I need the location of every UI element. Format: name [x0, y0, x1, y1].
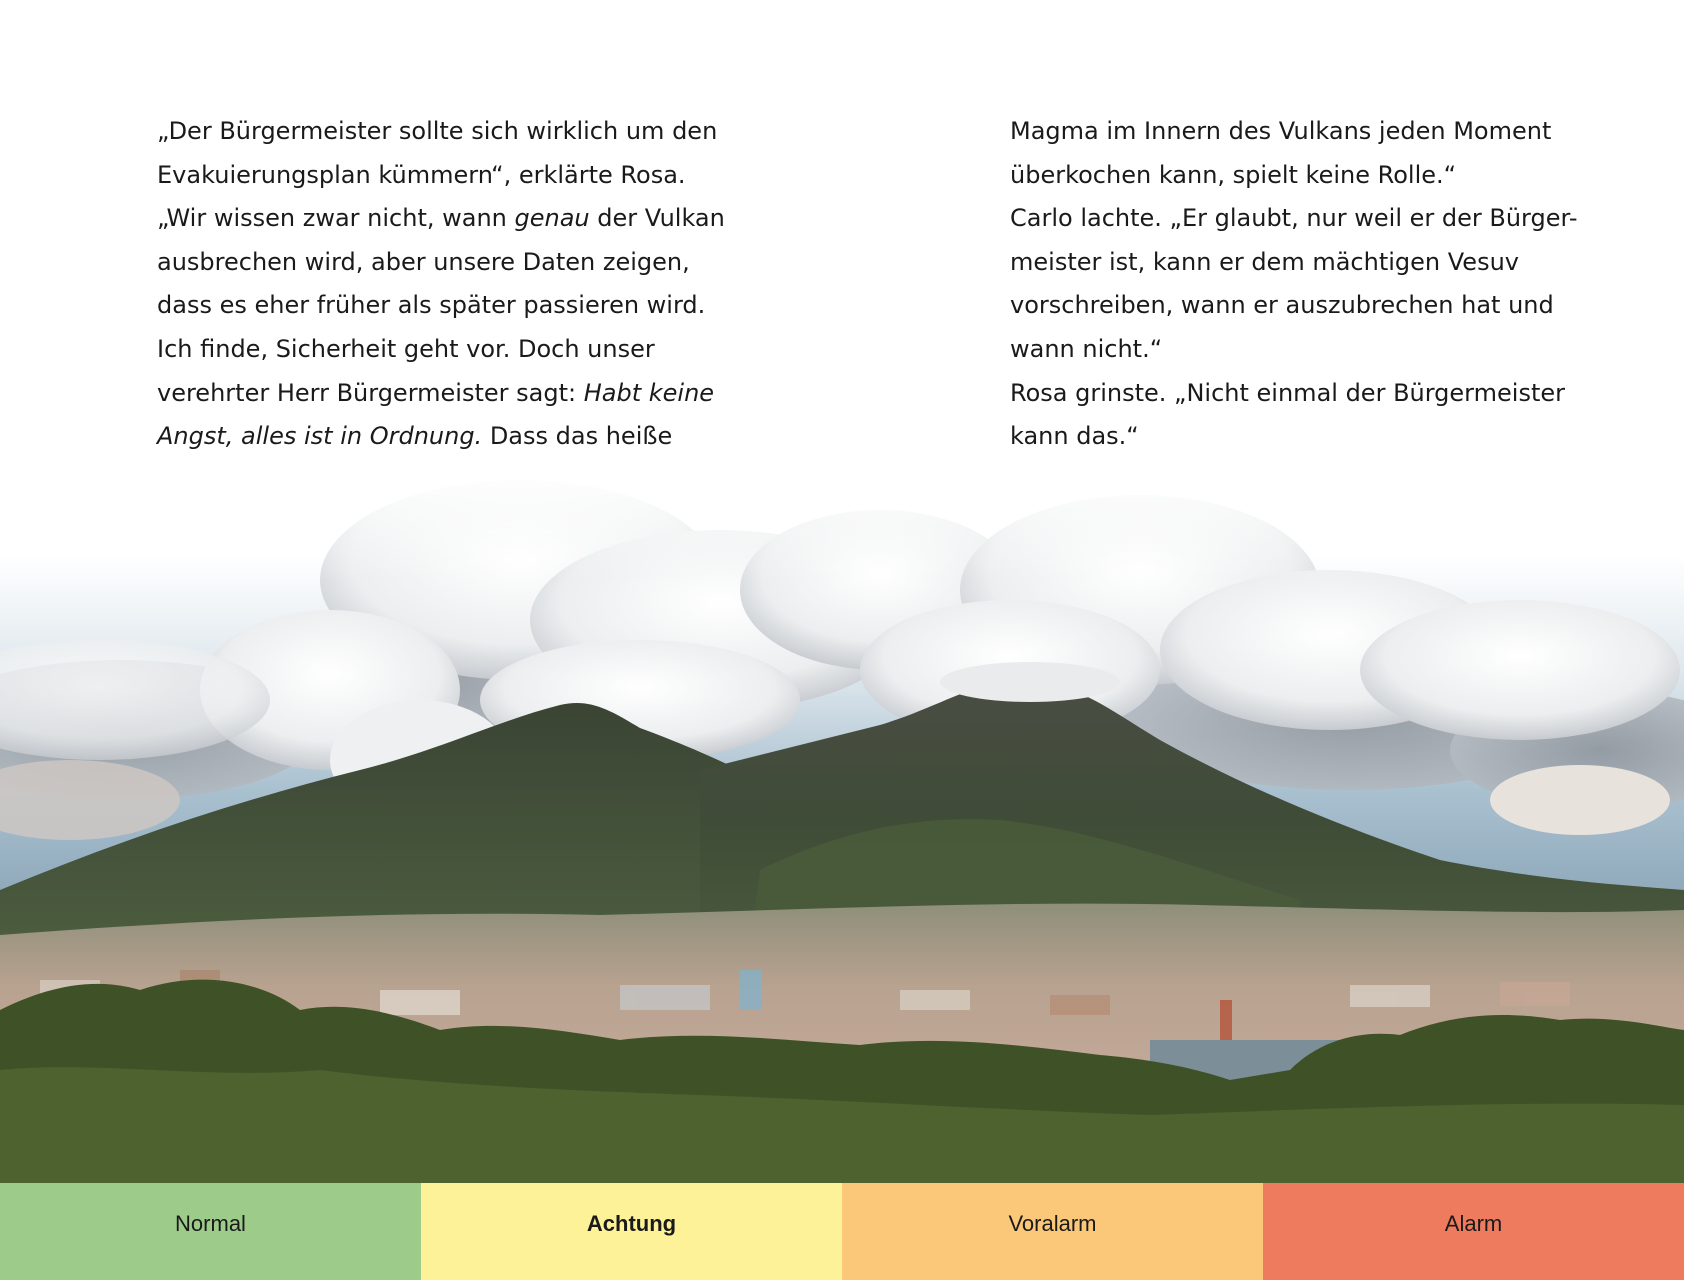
text-run: Dass das heiße	[482, 422, 673, 451]
italic-emphasis: Angst, alles ist in Ordnung.	[157, 422, 483, 451]
right-line: Rosa grinste. „Nicht einmal der Bürgermeister	[1010, 378, 1565, 407]
left-text-column	[157, 110, 725, 459]
right-line: überkochen kann, spielt keine Rolle.“	[1010, 160, 1457, 189]
alert-level-legend	[0, 1183, 1684, 1280]
italic-emphasis: Habt keine	[583, 378, 715, 407]
sky-fade	[0, 470, 1684, 580]
alert-level-alarm	[1263, 1183, 1684, 1280]
left-line: dass es eher früher als später passieren wird.	[157, 291, 706, 320]
left-line: Evakuierungsplan kümmern“, erklärte Rosa.	[157, 160, 686, 189]
left-line	[157, 197, 725, 241]
right-line: meister ist, kann er dem mächtigen Vesuv	[1010, 247, 1519, 276]
right-line: Carlo lachte. „Er glaubt, nur weil er der Bürger-	[1010, 204, 1578, 233]
left-line: ausbrechen wird, aber unsere Daten zeigen,	[157, 247, 690, 276]
text-run: der Vulkan	[589, 204, 725, 233]
left-line	[157, 415, 725, 459]
left-line: Ich finde, Sicherheit geht vor. Doch unser	[157, 334, 655, 363]
italic-emphasis: genau	[514, 204, 590, 233]
summit-cloud	[940, 662, 1120, 702]
text-run: verehrter Herr Bürgermeister sagt:	[157, 378, 584, 407]
alert-level-label: Alarm	[1444, 1211, 1503, 1236]
text-run: „Wir wissen zwar nicht, wann	[157, 204, 515, 233]
alert-level-voralarm	[842, 1183, 1263, 1280]
right-line: wann nicht.“	[1010, 334, 1163, 363]
right-text-column	[1010, 110, 1578, 459]
alert-level-label: Voralarm	[1008, 1211, 1097, 1236]
alert-level-label: Normal	[175, 1211, 246, 1236]
right-line: kann das.“	[1010, 422, 1139, 451]
left-line	[157, 372, 725, 416]
vesuvius-photo	[0, 470, 1684, 1184]
vesuvius-illustration	[0, 470, 1684, 1184]
alert-level-label: Achtung	[586, 1211, 677, 1236]
alert-level-achtung	[421, 1183, 842, 1280]
alert-level-normal	[0, 1183, 421, 1280]
right-line: Magma im Innern des Vulkans jeden Moment	[1010, 117, 1552, 145]
left-line: „Der Bürgermeister sollte sich wirklich um den	[157, 117, 718, 145]
right-line: vorschreiben, wann er auszubrechen hat und	[1010, 291, 1554, 320]
